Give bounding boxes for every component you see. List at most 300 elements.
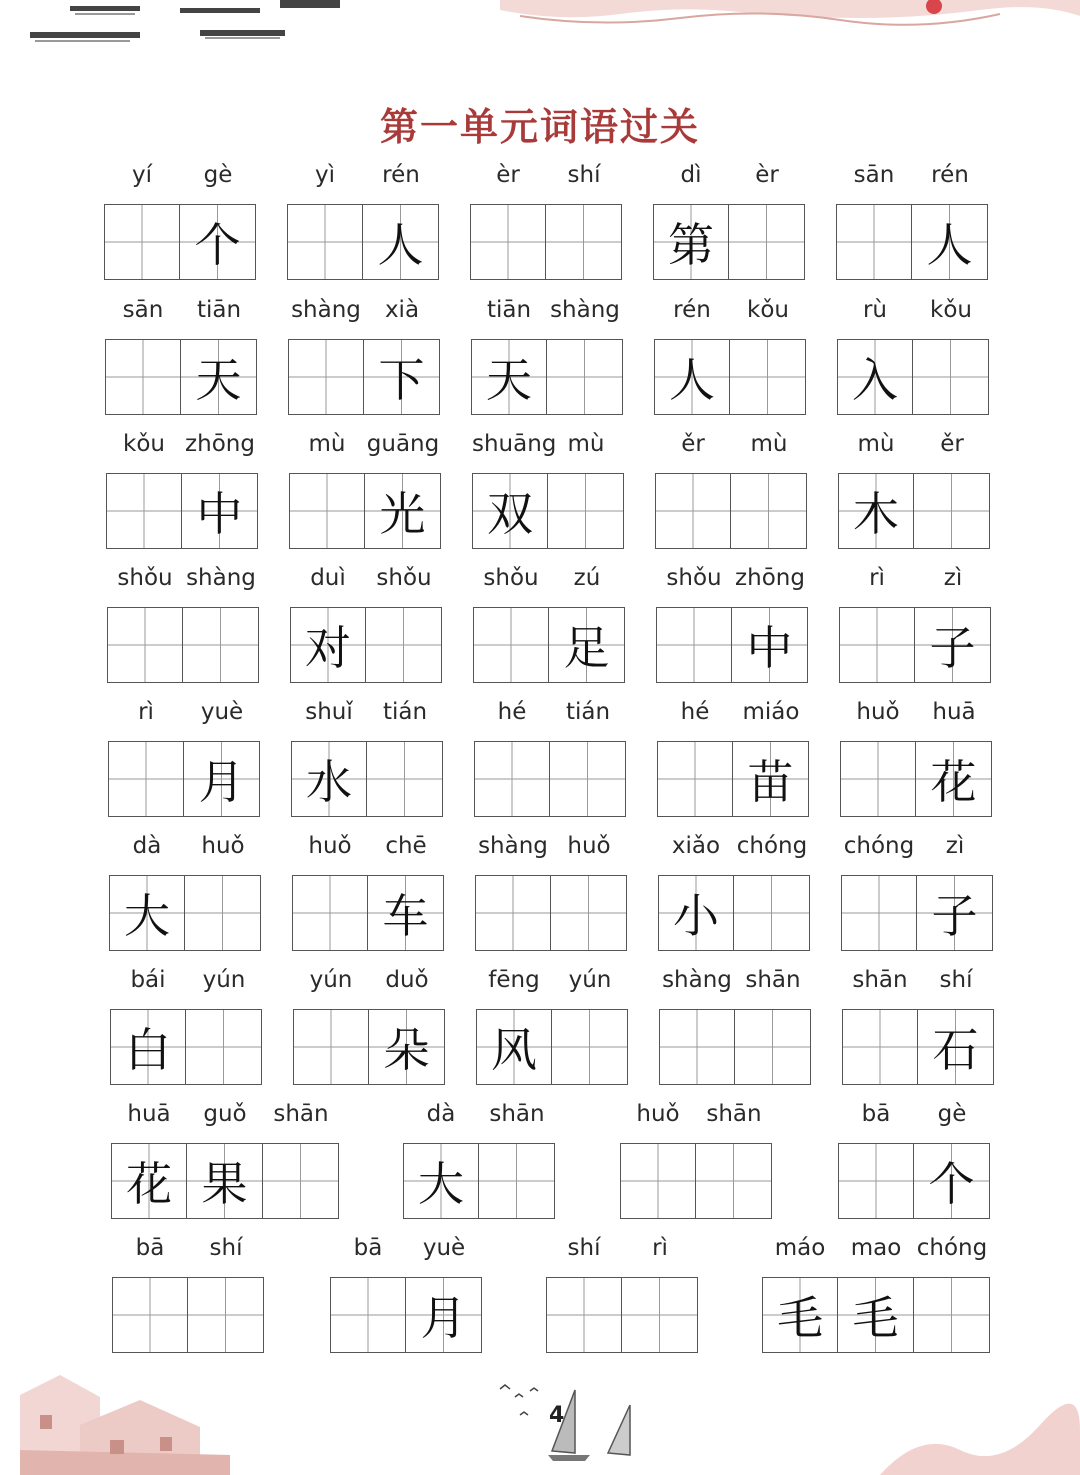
pinyin-label: guāng <box>366 431 440 457</box>
tianzige-grid <box>762 1277 990 1353</box>
hanzi-char <box>474 608 548 682</box>
tianzige-cell[interactable] <box>915 608 990 682</box>
tianzige-cell[interactable] <box>406 1278 481 1352</box>
hanzi-char <box>290 474 364 548</box>
pinyin-label: xià <box>384 297 420 323</box>
pinyin-label: shí <box>939 967 973 993</box>
tianzige-cell[interactable] <box>292 742 367 816</box>
hanzi-char: 风 <box>491 1023 537 1077</box>
tianzige-cell[interactable] <box>733 742 808 816</box>
tianzige-cell[interactable] <box>659 876 734 950</box>
pinyin-label: shí <box>567 162 601 188</box>
tianzige-cell[interactable] <box>112 1144 187 1218</box>
tree-decoration <box>880 1400 1080 1475</box>
hanzi-char <box>913 340 988 414</box>
tianzige-cell[interactable] <box>734 876 809 950</box>
pinyin-label: huā <box>932 699 976 725</box>
tianzige-cell[interactable] <box>840 608 915 682</box>
pinyin-label: rì <box>138 699 154 725</box>
tianzige-grid <box>655 473 807 549</box>
hanzi-char <box>106 340 180 414</box>
tianzige-grid <box>546 1277 698 1353</box>
tianzige-cell[interactable] <box>657 608 732 682</box>
tianzige-cell[interactable] <box>654 205 729 279</box>
tianzige-cell[interactable] <box>730 340 805 414</box>
tianzige-grid <box>474 741 626 817</box>
tianzige-grid <box>838 473 990 549</box>
hanzi-char <box>186 1010 261 1084</box>
tianzige-grid <box>470 204 622 280</box>
pinyin-label: huā <box>127 1101 171 1127</box>
hanzi-char: 大 <box>418 1157 464 1211</box>
hanzi-char <box>109 742 183 816</box>
pinyin-label: zì <box>945 833 965 859</box>
tianzige-grid <box>840 741 992 817</box>
tianzige-grid <box>842 1009 994 1085</box>
hanzi-char <box>107 474 181 548</box>
pinyin-label: dà <box>132 833 162 859</box>
hanzi-char <box>731 474 806 548</box>
tianzige-cell[interactable] <box>696 1144 771 1218</box>
hanzi-char <box>839 1144 913 1218</box>
hanzi-char <box>837 205 911 279</box>
tianzige-cell[interactable] <box>916 742 991 816</box>
hanzi-char <box>188 1278 263 1352</box>
pinyin-label: yún <box>309 967 353 993</box>
pinyin-label: bā <box>353 1235 383 1261</box>
tianzige-cell[interactable] <box>913 340 988 414</box>
hanzi-char: 木 <box>853 487 899 541</box>
hanzi-char <box>547 340 622 414</box>
pinyin-label: shàng <box>662 967 732 993</box>
pinyin-label: rén <box>931 162 969 188</box>
tianzige-cell[interactable] <box>551 876 626 950</box>
pinyin-label: tián <box>382 699 428 725</box>
tianzige-cell[interactable] <box>109 742 184 816</box>
roof-decoration <box>30 0 350 50</box>
tianzige-grid <box>290 607 442 683</box>
hanzi-char: 子 <box>931 889 978 943</box>
tianzige-grid <box>657 741 809 817</box>
tianzige-cell[interactable] <box>656 474 731 548</box>
tianzige-grid <box>473 607 625 683</box>
tianzige-cell[interactable] <box>839 474 914 548</box>
tianzige-grid <box>841 875 993 951</box>
hanzi-char <box>475 742 549 816</box>
tianzige-cell[interactable] <box>368 876 443 950</box>
hanzi-char <box>843 1010 917 1084</box>
hanzi-char <box>914 474 989 548</box>
hanzi-char: 人 <box>926 218 973 272</box>
tianzige-grid <box>475 875 627 951</box>
tianzige-grid <box>112 1277 264 1353</box>
tianzige-cell[interactable] <box>735 1010 810 1084</box>
tianzige-cell[interactable] <box>289 340 364 414</box>
pinyin-label: yí <box>131 162 152 188</box>
tianzige-cell[interactable] <box>181 340 256 414</box>
pinyin-label: dà <box>426 1101 456 1127</box>
tianzige-cell[interactable] <box>291 608 366 682</box>
tianzige-cell[interactable] <box>367 742 442 816</box>
pinyin-label: huǒ <box>567 833 611 859</box>
tianzige-cell[interactable] <box>331 1278 406 1352</box>
pinyin-label: tiān <box>196 297 242 323</box>
pinyin-label: shǒu <box>117 565 173 591</box>
hanzi-char: 天 <box>486 353 532 407</box>
tianzige-grid <box>620 1143 772 1219</box>
pinyin-label: mù <box>567 431 605 457</box>
tianzige-cell[interactable] <box>475 742 550 816</box>
tianzige-cell[interactable] <box>912 205 987 279</box>
tianzige-grid <box>288 339 440 415</box>
pinyin-label: tián <box>565 699 611 725</box>
hanzi-char <box>547 1278 621 1352</box>
hanzi-char <box>657 608 731 682</box>
pinyin-label: kǒu <box>747 297 789 323</box>
pinyin-label: dì <box>680 162 702 188</box>
tianzige-cell[interactable] <box>110 876 185 950</box>
tianzige-cell[interactable] <box>188 1278 263 1352</box>
tianzige-cell[interactable] <box>363 205 438 279</box>
tianzige-cell[interactable] <box>547 340 622 414</box>
hanzi-char: 对 <box>305 621 351 675</box>
pinyin-label: yì <box>314 162 335 188</box>
hanzi-char: 人 <box>669 353 715 407</box>
hanzi-char <box>113 1278 187 1352</box>
tianzige-grid <box>838 1143 990 1219</box>
hanzi-char: 子 <box>929 621 976 675</box>
tianzige-grid <box>104 204 256 280</box>
tianzige-cell[interactable] <box>364 340 439 414</box>
pinyin-label: shǒu <box>376 565 432 591</box>
hanzi-char <box>621 1144 695 1218</box>
tianzige-cell[interactable] <box>914 1278 989 1352</box>
hanzi-char <box>550 742 625 816</box>
tianzige-grid <box>836 204 988 280</box>
tianzige-grid <box>293 1009 445 1085</box>
pinyin-label: rù <box>862 297 888 323</box>
pinyin-label: tiān <box>486 297 532 323</box>
pinyin-label: kǒu <box>123 431 165 457</box>
pinyin-label: shuǐ <box>305 699 353 725</box>
pinyin-label: chóng <box>916 1235 988 1261</box>
hanzi-char <box>840 608 914 682</box>
hanzi-char <box>105 205 179 279</box>
hanzi-char: 天 <box>195 353 242 407</box>
tianzige-cell[interactable] <box>729 205 804 279</box>
tianzige-cell[interactable] <box>184 742 259 816</box>
pinyin-label: shān <box>852 967 908 993</box>
hanzi-char <box>288 205 362 279</box>
tianzige-cell[interactable] <box>622 1278 697 1352</box>
tianzige-grid <box>658 875 810 951</box>
pinyin-label: shàng <box>478 833 548 859</box>
tianzige-cell[interactable] <box>108 608 183 682</box>
hanzi-char <box>331 1278 405 1352</box>
tianzige-cell[interactable] <box>660 1010 735 1084</box>
tianzige-grid <box>656 607 808 683</box>
tianzige-cell[interactable] <box>187 1144 262 1218</box>
pinyin-label: zhōng <box>735 565 805 591</box>
pinyin-label: èr <box>496 162 520 188</box>
pinyin-label: huǒ <box>201 833 245 859</box>
hanzi-char <box>730 340 805 414</box>
tianzige-cell[interactable] <box>658 742 733 816</box>
hanzi-char: 车 <box>382 889 429 943</box>
tianzige-cell[interactable] <box>731 474 806 548</box>
hanzi-char <box>476 876 550 950</box>
pinyin-label: mù <box>750 431 788 457</box>
pinyin-label: shǒu <box>666 565 722 591</box>
hanzi-char <box>841 742 915 816</box>
pinyin-label: gè <box>937 1101 967 1127</box>
pinyin-label: miáo <box>742 699 800 725</box>
page-number: 4 <box>549 1403 565 1428</box>
tianzige-grid <box>472 473 624 549</box>
tianzige-cell[interactable] <box>548 474 623 548</box>
tianzige-cell[interactable] <box>182 474 257 548</box>
tianzige-cell[interactable] <box>838 1278 913 1352</box>
tianzige-cell[interactable] <box>843 1010 918 1084</box>
hanzi-char <box>108 608 182 682</box>
hanzi-char: 下 <box>378 353 425 407</box>
hanzi-char <box>366 608 441 682</box>
pinyin-label: hé <box>497 699 527 725</box>
sailboat-decoration <box>490 1375 660 1475</box>
pinyin-label: shān <box>706 1101 762 1127</box>
pinyin-label: mù <box>857 431 895 457</box>
hanzi-char <box>729 205 804 279</box>
pinyin-label: rì <box>869 565 885 591</box>
pinyin-label: èr <box>755 162 779 188</box>
tianzige-cell[interactable] <box>547 1278 622 1352</box>
tianzige-cell[interactable] <box>549 608 624 682</box>
hanzi-char <box>660 1010 734 1084</box>
hanzi-char: 毛 <box>852 1291 899 1345</box>
hanzi-char: 石 <box>932 1023 979 1077</box>
pinyin-label: fēng <box>488 967 540 993</box>
pinyin-label: shí <box>567 1235 601 1261</box>
pinyin-label: shuāng <box>472 431 557 457</box>
tianzige-grid <box>289 473 441 549</box>
tianzige-cell[interactable] <box>186 1010 261 1084</box>
hanzi-char: 人 <box>377 218 424 272</box>
hanzi-char <box>842 876 916 950</box>
tianzige-cell[interactable] <box>655 340 730 414</box>
tianzige-grid <box>287 204 439 280</box>
hanzi-char <box>263 1144 338 1218</box>
tianzige-cell[interactable] <box>365 474 440 548</box>
pinyin-label: chóng <box>843 833 915 859</box>
tianzige-cell[interactable] <box>288 205 363 279</box>
hanzi-char <box>471 205 545 279</box>
tianzige-cell[interactable] <box>917 876 992 950</box>
village-decoration <box>20 1355 230 1475</box>
hanzi-char: 月 <box>198 755 245 809</box>
pinyin-label: sān <box>122 297 164 323</box>
hanzi-char: 个 <box>928 1157 975 1211</box>
tianzige-cell[interactable] <box>404 1144 479 1218</box>
tianzige-cell[interactable] <box>732 608 807 682</box>
tianzige-cell[interactable] <box>550 742 625 816</box>
hanzi-char <box>367 742 442 816</box>
pinyin-label: zú <box>573 565 601 591</box>
tianzige-cell[interactable] <box>477 1010 552 1084</box>
tianzige-cell[interactable] <box>841 742 916 816</box>
tianzige-cell[interactable] <box>263 1144 338 1218</box>
hanzi-char <box>622 1278 697 1352</box>
tianzige-grid <box>471 339 623 415</box>
pinyin-label: shān <box>489 1101 545 1127</box>
hanzi-char <box>548 474 623 548</box>
tianzige-cell[interactable] <box>185 876 260 950</box>
tianzige-cell[interactable] <box>473 474 548 548</box>
tianzige-grid <box>653 204 805 280</box>
hanzi-char <box>289 340 363 414</box>
tianzige-grid <box>110 1009 262 1085</box>
tianzige-cell[interactable] <box>106 340 181 414</box>
pinyin-label: huǒ <box>636 1101 680 1127</box>
hanzi-char <box>734 876 809 950</box>
tianzige-grid <box>108 741 260 817</box>
pinyin-label: yún <box>202 967 246 993</box>
hanzi-char: 大 <box>124 889 170 943</box>
pinyin-label: chóng <box>736 833 808 859</box>
hanzi-char: 光 <box>379 487 426 541</box>
tianzige-cell[interactable] <box>546 205 621 279</box>
pinyin-label: duǒ <box>385 967 429 993</box>
mountain-decoration <box>500 0 1080 40</box>
hanzi-char <box>914 1278 989 1352</box>
pinyin-label: guǒ <box>203 1101 247 1127</box>
tianzige-cell[interactable] <box>842 876 917 950</box>
tianzige-cell[interactable] <box>914 474 989 548</box>
tianzige-grid <box>476 1009 628 1085</box>
pinyin-label: kǒu <box>930 297 972 323</box>
tianzige-grid <box>109 875 261 951</box>
tianzige-grid <box>111 1143 339 1219</box>
hanzi-char <box>294 1010 368 1084</box>
hanzi-char <box>183 608 258 682</box>
tianzige-cell[interactable] <box>476 876 551 950</box>
pinyin-label: shàng <box>291 297 361 323</box>
pinyin-label: mao <box>850 1235 902 1261</box>
pinyin-label: yuè <box>200 699 244 725</box>
tianzige-cell[interactable] <box>837 205 912 279</box>
tianzige-cell[interactable] <box>293 876 368 950</box>
hanzi-char: 水 <box>306 755 352 809</box>
pinyin-label: chē <box>385 833 427 859</box>
tianzige-grid <box>292 875 444 951</box>
hanzi-char: 白 <box>125 1023 171 1077</box>
tianzige-cell[interactable] <box>180 205 255 279</box>
tianzige-cell[interactable] <box>113 1278 188 1352</box>
hanzi-char: 朵 <box>383 1023 430 1077</box>
tianzige-grid <box>659 1009 811 1085</box>
tianzige-cell[interactable] <box>621 1144 696 1218</box>
tianzige-cell[interactable] <box>552 1010 627 1084</box>
hanzi-char <box>479 1144 554 1218</box>
pinyin-label: mù <box>308 431 346 457</box>
pinyin-label: shǒu <box>483 565 539 591</box>
tianzige-cell[interactable] <box>107 474 182 548</box>
tianzige-grid <box>291 741 443 817</box>
pinyin-label: rén <box>382 162 420 188</box>
tianzige-cell[interactable] <box>763 1278 838 1352</box>
hanzi-char <box>658 742 732 816</box>
pinyin-label: hé <box>680 699 710 725</box>
tianzige-cell[interactable] <box>290 474 365 548</box>
pinyin-label: sān <box>853 162 895 188</box>
tianzige-cell[interactable] <box>183 608 258 682</box>
hanzi-char: 苗 <box>747 755 794 809</box>
hanzi-char: 小 <box>673 889 719 943</box>
hanzi-char <box>552 1010 627 1084</box>
pinyin-label: huǒ <box>308 833 352 859</box>
pinyin-label: bái <box>130 967 166 993</box>
pinyin-label: shàng <box>550 297 620 323</box>
hanzi-char: 果 <box>201 1157 248 1211</box>
hanzi-char <box>293 876 367 950</box>
tianzige-cell[interactable] <box>479 1144 554 1218</box>
pinyin-label: shí <box>209 1235 243 1261</box>
tianzige-cell[interactable] <box>111 1010 186 1084</box>
hanzi-char <box>546 205 621 279</box>
tianzige-grid <box>839 607 991 683</box>
pinyin-label: shān <box>745 967 801 993</box>
pinyin-label: rén <box>673 297 711 323</box>
pinyin-label: bā <box>861 1101 891 1127</box>
tianzige-cell[interactable] <box>914 1144 989 1218</box>
pinyin-label: gè <box>203 162 233 188</box>
tianzige-cell[interactable] <box>366 608 441 682</box>
pinyin-label: shān <box>273 1101 329 1127</box>
hanzi-char: 入 <box>852 353 898 407</box>
pinyin-label: yún <box>568 967 612 993</box>
tianzige-grid <box>403 1143 555 1219</box>
tianzige-cell[interactable] <box>294 1010 369 1084</box>
tianzige-grid <box>654 339 806 415</box>
hanzi-char: 中 <box>196 487 243 541</box>
pinyin-label: shàng <box>186 565 256 591</box>
hanzi-char: 个 <box>194 218 241 272</box>
tianzige-cell[interactable] <box>472 340 547 414</box>
hanzi-char <box>551 876 626 950</box>
pinyin-label: bā <box>135 1235 165 1261</box>
tianzige-grid <box>837 339 989 415</box>
tianzige-cell[interactable] <box>839 1144 914 1218</box>
pinyin-label: xiǎo <box>671 833 721 859</box>
page-title: 第一单元词语过关 <box>379 104 700 149</box>
tianzige-cell[interactable] <box>838 340 913 414</box>
tianzige-cell[interactable] <box>918 1010 993 1084</box>
hanzi-char <box>656 474 730 548</box>
hanzi-char: 双 <box>487 487 533 541</box>
tianzige-cell[interactable] <box>369 1010 444 1084</box>
pinyin-label: ěr <box>681 431 705 457</box>
pinyin-label: rì <box>652 1235 668 1261</box>
pinyin-label: duì <box>310 565 346 591</box>
tianzige-grid <box>330 1277 482 1353</box>
hanzi-char <box>696 1144 771 1218</box>
pinyin-label: zì <box>943 565 963 591</box>
hanzi-char: 月 <box>420 1291 467 1345</box>
hanzi-char <box>185 876 260 950</box>
tianzige-cell[interactable] <box>105 205 180 279</box>
hanzi-char: 花 <box>126 1157 173 1211</box>
tianzige-cell[interactable] <box>474 608 549 682</box>
tianzige-cell[interactable] <box>471 205 546 279</box>
